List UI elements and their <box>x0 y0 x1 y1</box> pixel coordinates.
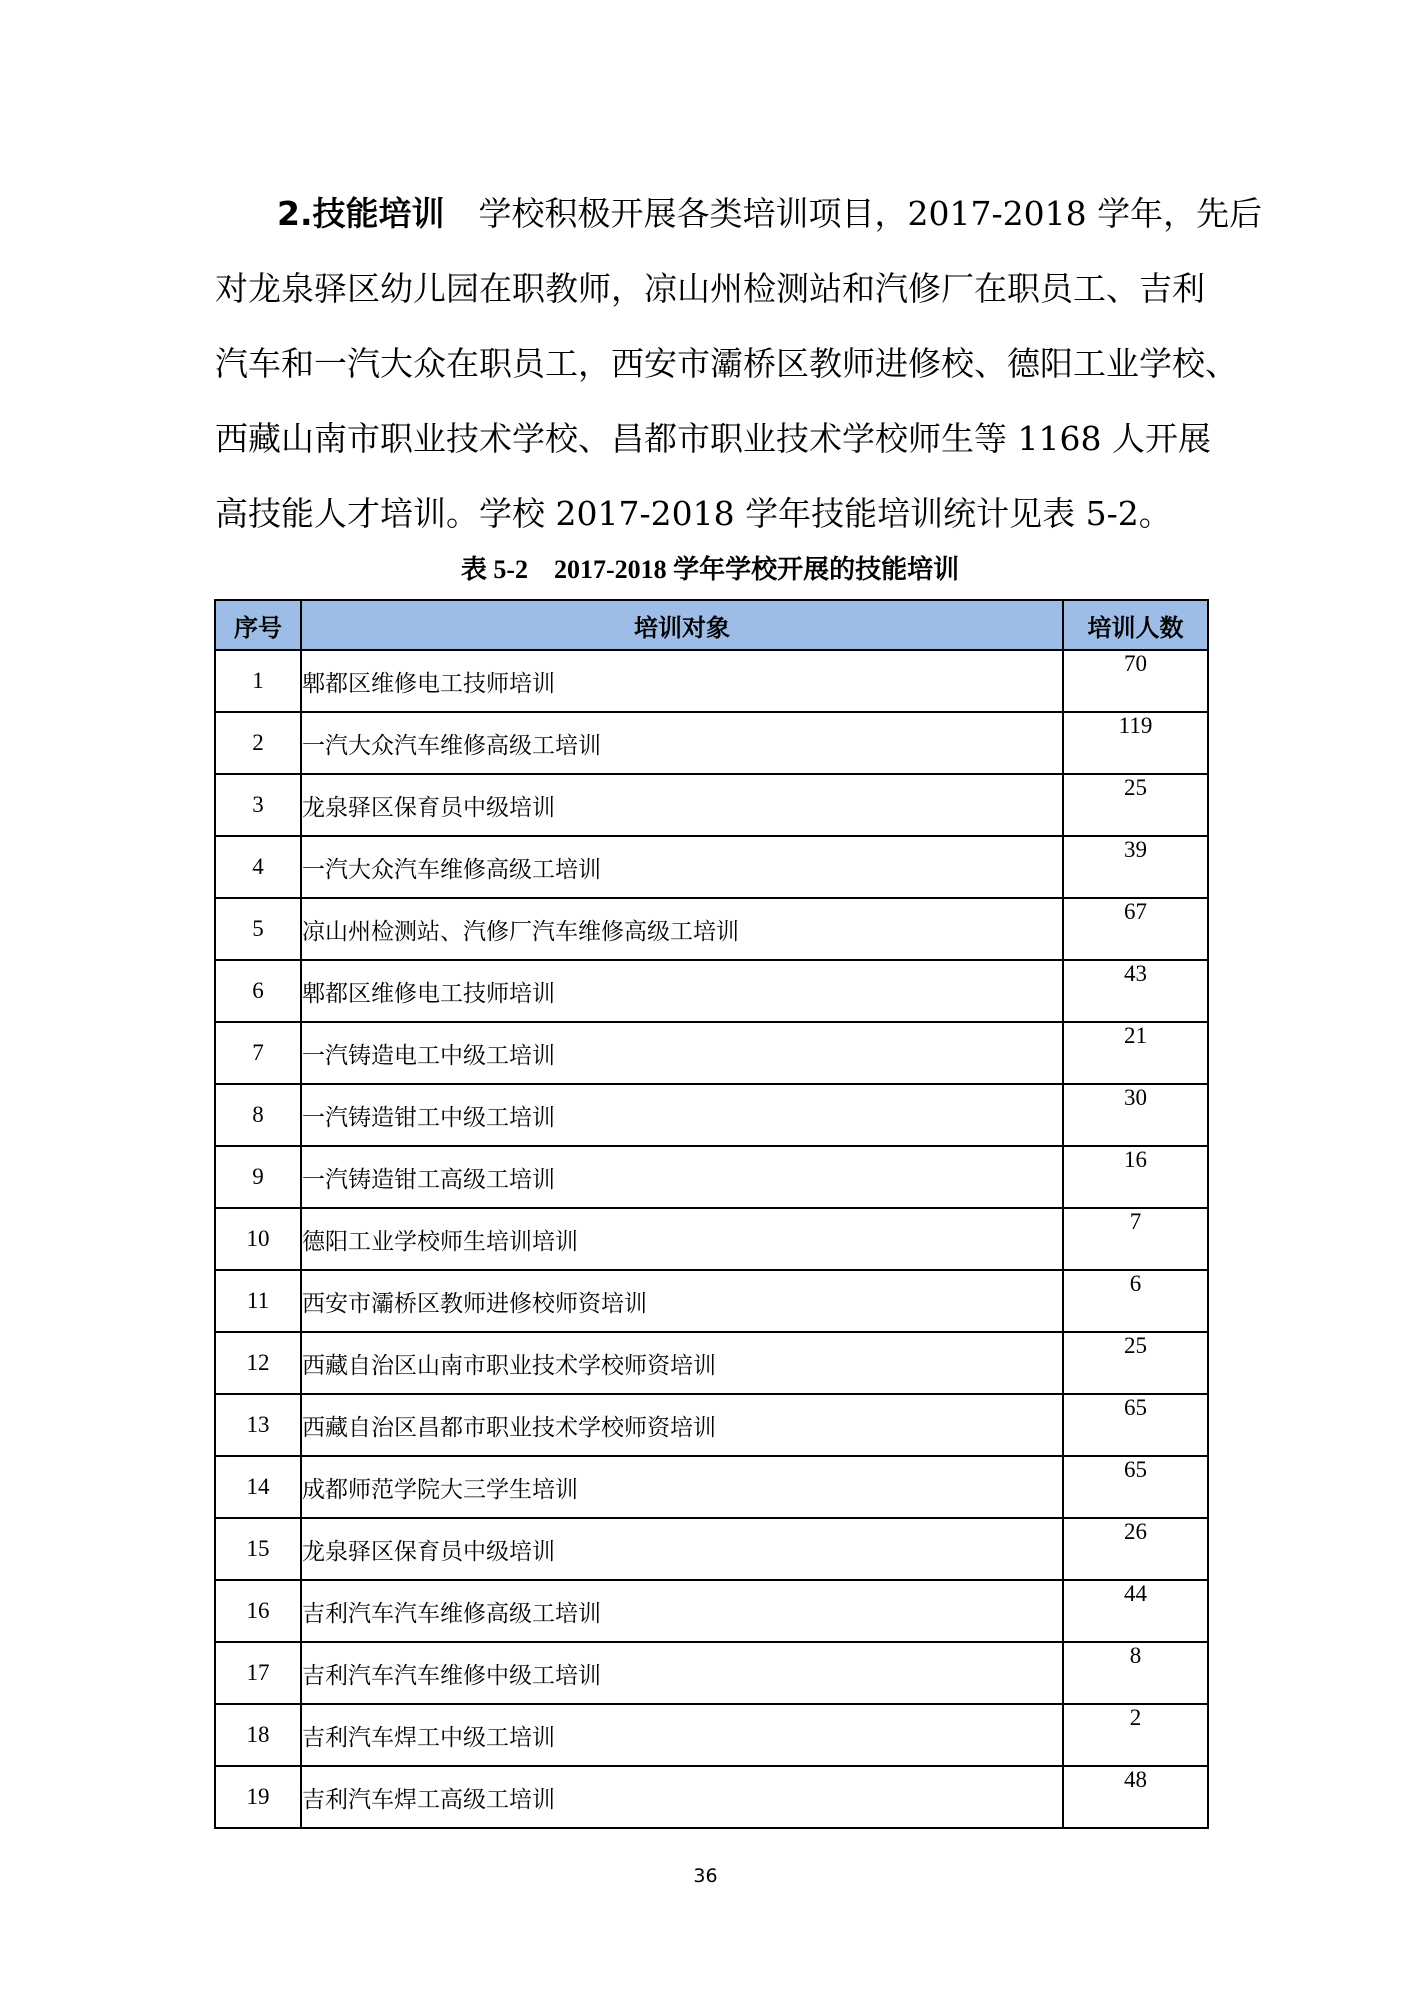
row-target-cell: 凉山州检测站、汽修厂汽车维修高级工培训 <box>301 898 1063 960</box>
table-row <box>215 1642 1208 1704</box>
table-row <box>215 1456 1208 1518</box>
row-count-cell: 21 <box>1063 1022 1208 1084</box>
row-seq-cell: 15 <box>215 1518 301 1580</box>
row-seq-cell: 7 <box>215 1022 301 1084</box>
header-seq: 序号 <box>215 600 301 650</box>
paragraph-line <box>215 176 1263 251</box>
paragraph-line: 对龙泉驿区幼儿园在职教师，凉山州检测站和汽修厂在职员工、吉利 <box>215 269 1205 308</box>
paragraph-line: 西藏山南市职业技术学校、昌都市职业技术学校师生等 1168 人开展 <box>215 419 1211 458</box>
row-seq-cell: 17 <box>215 1642 301 1704</box>
body-paragraph <box>215 176 1263 551</box>
row-count-cell: 26 <box>1063 1518 1208 1580</box>
row-seq-cell: 2 <box>215 712 301 774</box>
section-heading: 2.技能培训 <box>277 194 445 233</box>
row-count-cell: 67 <box>1063 898 1208 960</box>
row-seq-cell: 16 <box>215 1580 301 1642</box>
table-row <box>215 898 1208 960</box>
table-row <box>215 1580 1208 1642</box>
table-row <box>215 650 1208 712</box>
row-seq-cell: 9 <box>215 1146 301 1208</box>
row-count-cell: 39 <box>1063 836 1208 898</box>
row-target-cell: 一汽大众汽车维修高级工培训 <box>301 712 1063 774</box>
row-count-cell: 48 <box>1063 1766 1208 1828</box>
row-target-cell: 吉利汽车焊工高级工培训 <box>301 1766 1063 1828</box>
table-row <box>215 836 1208 898</box>
table-header-row <box>215 600 1208 650</box>
row-target-cell: 龙泉驿区保育员中级培训 <box>301 1518 1063 1580</box>
table-row <box>215 774 1208 836</box>
row-seq-cell: 10 <box>215 1208 301 1270</box>
table-row <box>215 1022 1208 1084</box>
row-seq-cell: 4 <box>215 836 301 898</box>
row-target-cell: 成都师范学院大三学生培训 <box>301 1456 1063 1518</box>
row-target-cell: 龙泉驿区保育员中级培训 <box>301 774 1063 836</box>
row-target-cell: 一汽大众汽车维修高级工培训 <box>301 836 1063 898</box>
row-target-cell: 西藏自治区山南市职业技术学校师资培训 <box>301 1332 1063 1394</box>
row-count-cell: 70 <box>1063 650 1208 712</box>
paragraph-text: 学校积极开展各类培训项目，2017-2018 学年，先后 <box>478 194 1263 233</box>
row-target-cell: 一汽铸造电工中级工培训 <box>301 1022 1063 1084</box>
paragraph-line: 汽车和一汽大众在职员工，西安市灞桥区教师进修校、德阳工业学校、 <box>215 344 1238 383</box>
table-row <box>215 1146 1208 1208</box>
row-target-cell: 郫都区维修电工技师培训 <box>301 650 1063 712</box>
row-count-cell: 8 <box>1063 1642 1208 1704</box>
table-row <box>215 1394 1208 1456</box>
paragraph-line: 高技能人才培训。学校 2017-2018 学年技能培训统计见表 5-2。 <box>215 494 1172 533</box>
row-target-cell: 德阳工业学校师生培训培训 <box>301 1208 1063 1270</box>
row-seq-cell: 1 <box>215 650 301 712</box>
row-count-cell: 16 <box>1063 1146 1208 1208</box>
row-target-cell: 西安市灞桥区教师进修校师资培训 <box>301 1270 1063 1332</box>
page-number: 36 <box>693 1865 718 1887</box>
row-count-cell: 25 <box>1063 1332 1208 1394</box>
table-body <box>215 650 1208 1828</box>
table-row <box>215 1270 1208 1332</box>
row-seq-cell: 3 <box>215 774 301 836</box>
table-row <box>215 712 1208 774</box>
row-count-cell: 119 <box>1063 712 1208 774</box>
table-row <box>215 1518 1208 1580</box>
row-seq-cell: 18 <box>215 1704 301 1766</box>
table-row <box>215 1332 1208 1394</box>
training-table <box>214 599 1209 1829</box>
row-count-cell: 25 <box>1063 774 1208 836</box>
row-count-cell: 43 <box>1063 960 1208 1022</box>
row-count-cell: 6 <box>1063 1270 1208 1332</box>
row-count-cell: 30 <box>1063 1084 1208 1146</box>
row-count-cell: 2 <box>1063 1704 1208 1766</box>
row-seq-cell: 14 <box>215 1456 301 1518</box>
row-target-cell: 一汽铸造钳工中级工培训 <box>301 1084 1063 1146</box>
table-row <box>215 1766 1208 1828</box>
row-seq-cell: 5 <box>215 898 301 960</box>
table-row <box>215 1084 1208 1146</box>
table-row <box>215 960 1208 1022</box>
row-count-cell: 65 <box>1063 1394 1208 1456</box>
table-row <box>215 1208 1208 1270</box>
header-target: 培训对象 <box>301 600 1063 650</box>
table-caption: 表 5-2 2017-2018 学年学校开展的技能培训 <box>460 555 960 584</box>
row-count-cell: 7 <box>1063 1208 1208 1270</box>
row-count-cell: 44 <box>1063 1580 1208 1642</box>
row-target-cell: 一汽铸造钳工高级工培训 <box>301 1146 1063 1208</box>
row-target-cell: 吉利汽车汽车维修高级工培训 <box>301 1580 1063 1642</box>
table-row <box>215 1704 1208 1766</box>
row-target-cell: 吉利汽车汽车维修中级工培训 <box>301 1642 1063 1704</box>
row-target-cell: 郫都区维修电工技师培训 <box>301 960 1063 1022</box>
header-count: 培训人数 <box>1063 600 1208 650</box>
row-seq-cell: 8 <box>215 1084 301 1146</box>
row-seq-cell: 11 <box>215 1270 301 1332</box>
row-seq-cell: 12 <box>215 1332 301 1394</box>
row-count-cell: 65 <box>1063 1456 1208 1518</box>
row-target-cell: 西藏自治区昌都市职业技术学校师资培训 <box>301 1394 1063 1456</box>
row-seq-cell: 6 <box>215 960 301 1022</box>
row-target-cell: 吉利汽车焊工中级工培训 <box>301 1704 1063 1766</box>
row-seq-cell: 19 <box>215 1766 301 1828</box>
row-seq-cell: 13 <box>215 1394 301 1456</box>
